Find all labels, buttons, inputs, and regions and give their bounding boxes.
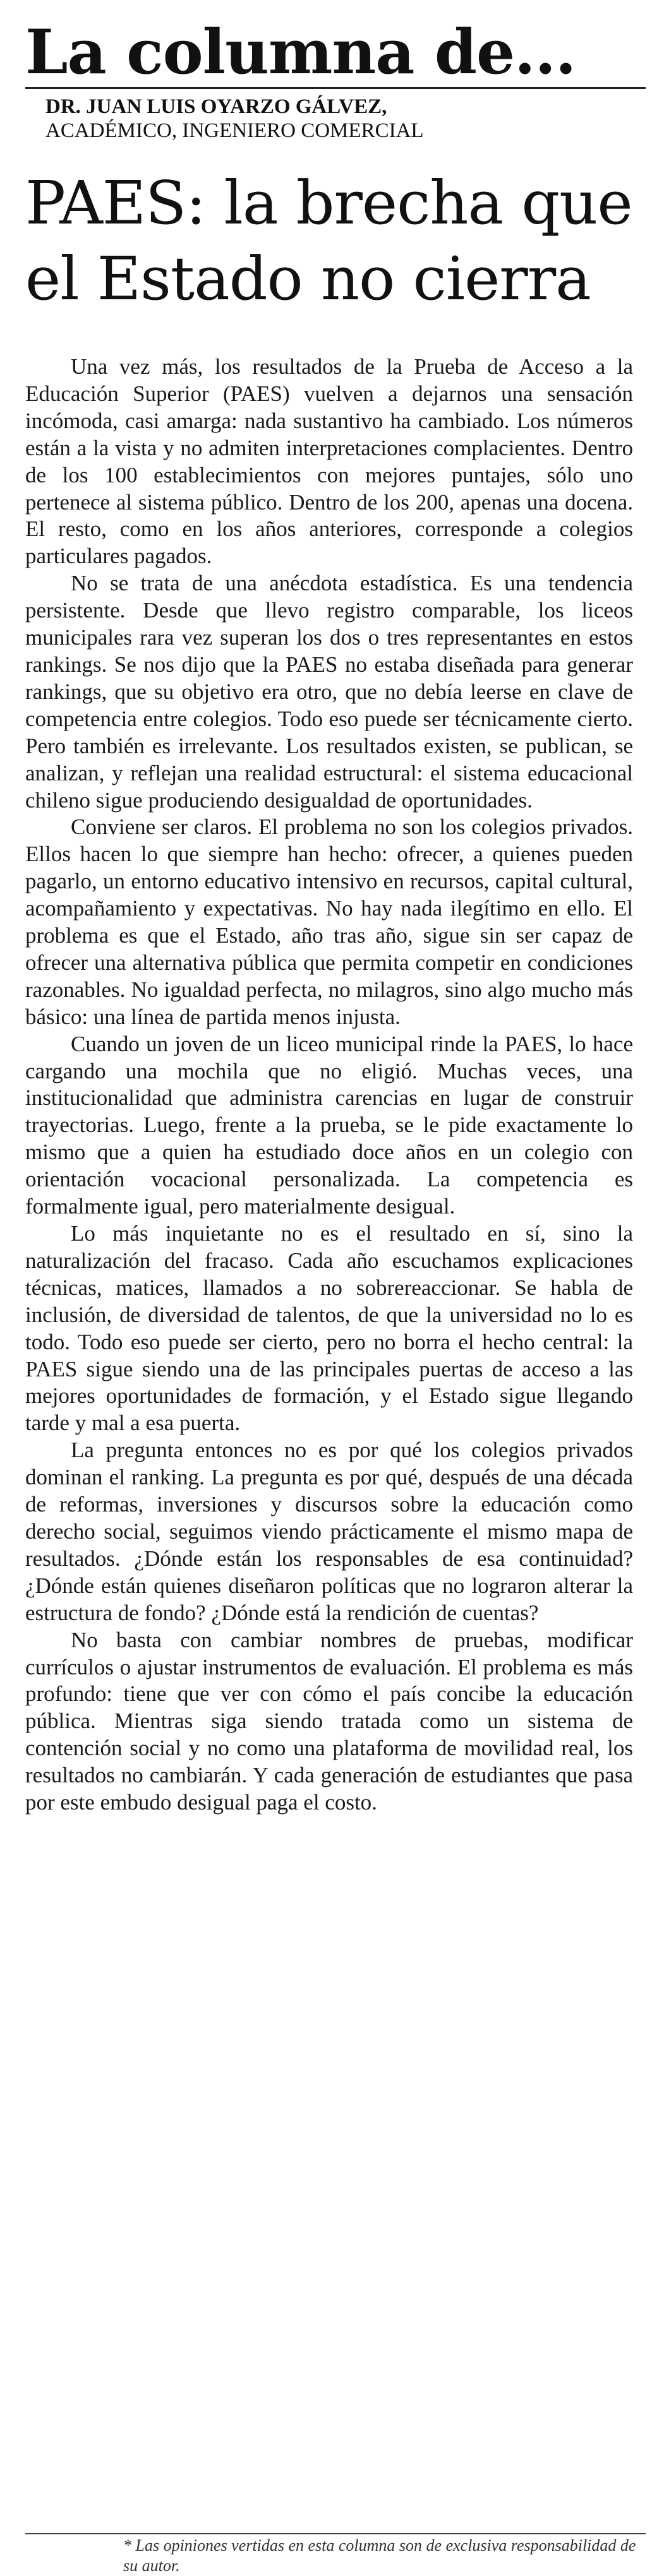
article-body bbox=[25, 354, 633, 1816]
paragraph-4: Cuando un joven de un liceo municipal rinde la PAES, lo hace cargando una mochila que no eligió. Muchas veces, una institucionalidad que administra carencias en lugar de construir trayectorias. Luego, frente a la prueba, se le pide exactamente lo mismo que a quien ha estudiado doce años en un colegio con orientación vocacional personalizada. La competencia es formalmente igual, pero materialmente desigual. bbox=[25, 1031, 633, 1219]
article-headline: PAES: la brecha que el Estado no cierra bbox=[25, 169, 632, 314]
paragraph-2: No se trata de una anécdota estadística. Es una tendencia persistente. Desde que llevo registro comparable, los liceos municipales rara vez superan los dos o tres representantes en estos rankings. Se nos dijo que la PAES no estaba diseñada para generar rankings, que su objetivo era otro, que no debía leerse en clave de competencia entre colegios. Todo eso puede ser técnicamente cierto. Pero también es irrelevante. Los resultados existen, se publican, se analizan, y reflejan una realidad estructural: el sistema educacional chileno sigue produciendo desigualdad de oportunidades. bbox=[25, 571, 633, 813]
footer-rule bbox=[25, 2533, 646, 2534]
author-role: ACADÉMICO, INGENIERO COMERCIAL bbox=[45, 119, 424, 142]
paragraph-3: Conviene ser claros. El problema no son los colegios privados. Ellos hacen lo que siempre han hecho: ofrecer, a quienes pueden pagarlo, un entorno educativo intensivo en recursos, capital cultural, acompañamiento y expectativas. No hay nada ilegítimo en ello. El problema es que el Estado, año tras año, sigue sin ser capaz de ofrecer una alternativa pública que permita competir en condiciones razonables. No igualdad perfecta, no milagros, sino algo mucho más básico: una línea de partida menos injusta. bbox=[25, 814, 633, 1029]
paragraph-1: Una vez más, los resultados de la Prueba de Acceso a la Educación Superior (PAES) vuelven a dejarnos una sensación incómoda, casi amarga: nada sustantivo ha cambiado. Los números están a la vista y no admiten interpretaciones complacientes. Dentro de los 100 establecimientos con mejores puntajes, sólo uno pertenece al sistema público. Dentro de los 200, apenas una docena. El resto, como en los años anteriores, corresponde a colegios particulares pagados. bbox=[25, 354, 633, 569]
disclaimer: * Las opiniones vertidas en esta columna son de exclusiva responsabilidad de su autor. bbox=[123, 2536, 636, 2575]
header-rule bbox=[25, 87, 646, 89]
paragraph-7: No basta con cambiar nombres de pruebas, modificar currículos o ajustar instrumentos de evaluación. El problema es más profundo: tiene que ver con cómo el país concibe la educación pública. Mientras siga siendo tratada como un sistema de contención social y no como una plataforma de movilidad real, los resultados no cambiarán. Y cada generación de estudiantes que pasa por este embudo desigual paga el costo. bbox=[25, 1627, 633, 1815]
paragraph-5: Lo más inquietante no es el resultado en sí, sino la naturalización del fracaso. Cada año escuchamos explicaciones técnicas, matices, llamados a no sobrereaccionar. Se habla de inclusión, de diversidad de talentos, de que la universidad no lo es todo. Todo eso puede ser cierto, pero no borra el hecho central: la PAES sigue siendo una de las principales puertas de acceso a las mejores oportunidades de formación, y el Estado sigue llegando tarde y mal a esa puerta. bbox=[25, 1221, 633, 1436]
author-block bbox=[45, 95, 424, 143]
author-name: DR. JUAN LUIS OYARZO GÁLVEZ, bbox=[45, 95, 387, 118]
column-title: La columna de... bbox=[25, 16, 576, 88]
paragraph-6: La pregunta entonces no es por qué los colegios privados dominan el ranking. La pregunta es por qué, después de una década de reformas, inversiones y discursos sobre la educación como derecho social, seguimos viendo prácticamente el mismo mapa de resultados. ¿Dónde están los responsables de esa continuidad? ¿Dónde están quienes diseñaron políticas que no lograron alterar la estructura de fondo? ¿Dónde está la rendición de cuentas? bbox=[25, 1438, 633, 1625]
